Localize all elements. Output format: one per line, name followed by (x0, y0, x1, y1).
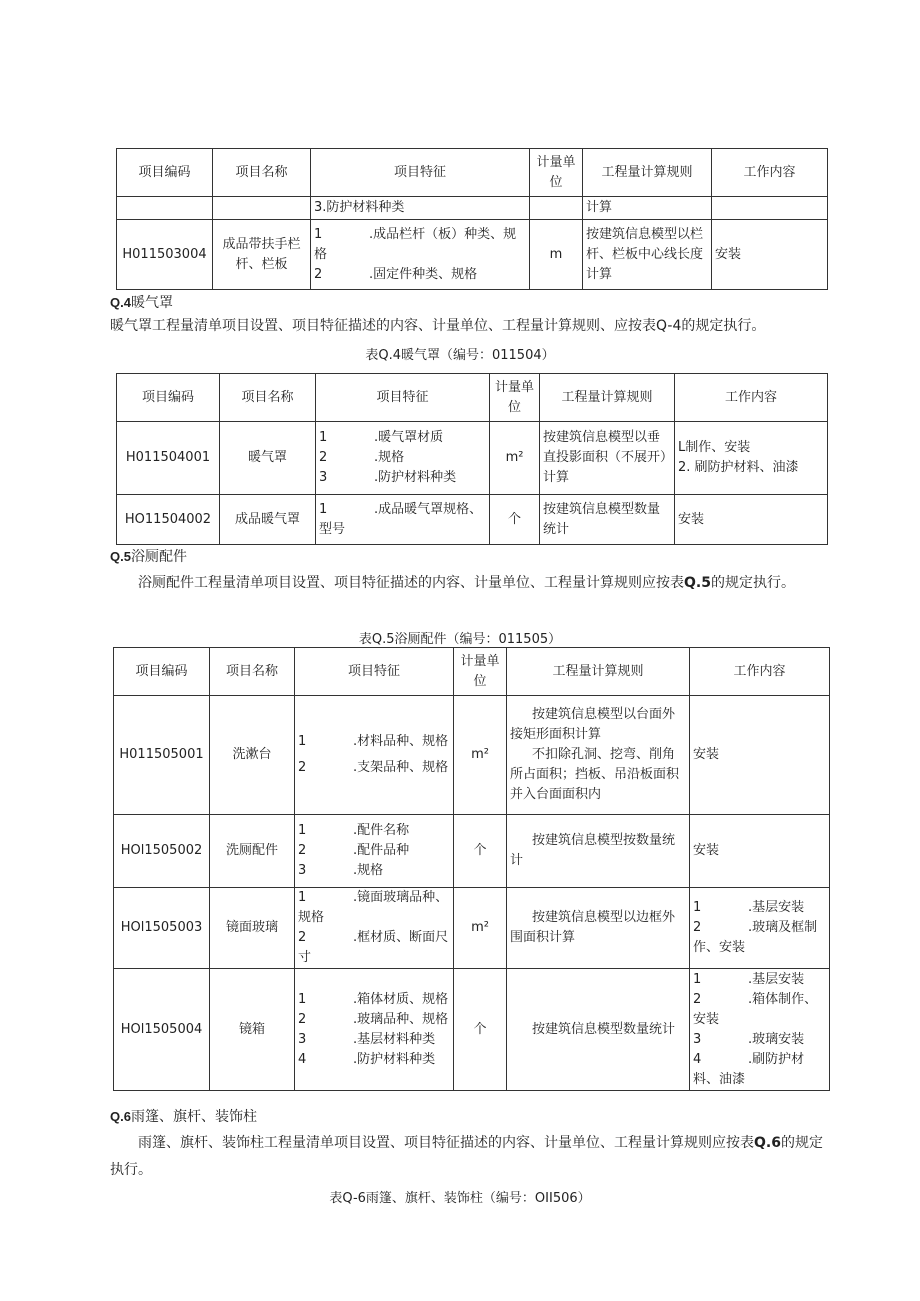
cell-code: H011505001 (114, 696, 210, 815)
table-row (117, 220, 828, 290)
table-header-row (114, 648, 830, 696)
cell-unit: m² (490, 422, 540, 495)
header-name: 项目名称 (210, 648, 295, 696)
cell-name: 洗厕配件 (210, 815, 295, 888)
header-unit: 计量单位 (490, 374, 540, 422)
cell-work (690, 969, 830, 1091)
cell-name (213, 197, 311, 220)
table-q4 (116, 373, 828, 545)
table-row (114, 969, 830, 1091)
header-name: 项目名称 (220, 374, 316, 422)
cell-work: 安装 (690, 815, 830, 888)
work-line: 3 .玻璃安装 (693, 1031, 805, 1047)
cell-feature (316, 422, 490, 495)
cell-work (675, 422, 828, 495)
section-q5-heading (110, 546, 187, 566)
feature-line: 1 .暖气罩材质 (319, 430, 444, 445)
work-line: 4 .刷防护材料、油漆 (693, 1051, 805, 1087)
feature-line: 1 .成品栏杆（板）种类、规格 (314, 226, 517, 262)
feature-line: 4 .防护材料种类 (298, 1051, 436, 1067)
header-name: 项目名称 (213, 149, 311, 197)
cell-name: 暖气罩 (220, 422, 316, 495)
cell-unit (530, 197, 583, 220)
section-q6-heading (110, 1106, 257, 1126)
table-row (117, 495, 828, 545)
table-header-row (117, 149, 828, 197)
feature-line: 2 .规格 (319, 450, 405, 465)
section-title: 暖气罩 (130, 295, 173, 311)
feature-line: 1 .镜面玻璃品种、规格 (298, 890, 449, 925)
header-work: 工作内容 (675, 374, 828, 422)
cell-work: 安装 (675, 495, 828, 545)
cell-rule: 按建筑信息模型以垂直投影面积（不展开）计算 (540, 422, 675, 495)
table-q6-caption: 表Q-6雨篷、旗杆、装饰柱（编号：OII506） (329, 1191, 591, 1206)
header-rule: 工程量计算规则 (540, 374, 675, 422)
cell-unit: 个 (454, 815, 507, 888)
cell-unit: m² (454, 888, 507, 969)
cell-code: H011503004 (117, 220, 213, 290)
header-rule: 工程量计算规则 (507, 648, 690, 696)
table-row (117, 422, 828, 495)
cell-rule: 按建筑信息模型数量统计 (507, 969, 690, 1091)
header-code: 项目编码 (114, 648, 210, 696)
cell-work (712, 197, 828, 220)
cell-feature (311, 220, 530, 290)
table-row (117, 197, 828, 220)
table-row (114, 888, 830, 969)
feature-line: 3 .基层材料种类 (298, 1031, 436, 1047)
header-feature: 项目特征 (295, 648, 454, 696)
table-row (114, 815, 830, 888)
cell-feature (295, 815, 454, 888)
table-q4-caption: 表Q.4暖气罩（编号：011504） (365, 348, 555, 363)
feature-line: 1 .配件名称 (298, 823, 410, 838)
table-header-row (117, 374, 828, 422)
cell-name: 镜面玻璃 (210, 888, 295, 969)
cell-name: 成品带扶手栏杆、栏板 (213, 220, 311, 290)
rule-line: 按建筑信息模型以台面外接矩形面积计算 (510, 707, 676, 742)
cell-rule: 按建筑信息模型按数量统计 (507, 815, 690, 888)
feature-line: 2 .支架品种、规格 (298, 760, 449, 775)
cell-feature (295, 969, 454, 1091)
work-line: 2 .箱体制作、安装 (693, 991, 818, 1027)
cell-code: H011504001 (117, 422, 220, 495)
header-rule: 工程量计算规则 (583, 149, 712, 197)
cell-code: HOl1505002 (114, 815, 210, 888)
section-q6-paragraph: 雨篷、旗杆、装饰柱工程量清单项目设置、项目特征描述的内容、计量单位、工程量计算规则应按表Q.6的规定执行。 (110, 1135, 823, 1178)
cell-work: 安装 (690, 696, 830, 815)
table-q5 (113, 647, 830, 1091)
cell-feature (316, 495, 490, 545)
header-unit: 计量单位 (454, 648, 507, 696)
header-code: 项目编码 (117, 374, 220, 422)
section-number: Q.5 (110, 549, 131, 564)
cell-feature (295, 888, 454, 969)
cell-unit: 个 (490, 495, 540, 545)
header-unit: 计量单位 (530, 149, 583, 197)
cell-rule: 计算 (583, 197, 712, 220)
feature-line: 2 .固定件种类、规格 (314, 266, 478, 282)
feature-line: 1 .成品暖气罩规格、型号 (319, 501, 483, 537)
header-feature: 项目特征 (316, 374, 490, 422)
header-work: 工作内容 (690, 648, 830, 696)
work-line: 2 .玻璃及框制作、安装 (693, 920, 818, 955)
section-number: Q.6 (110, 1109, 131, 1124)
header-work: 工作内容 (712, 149, 828, 197)
cell-name: 镜箱 (210, 969, 295, 1091)
cell-unit: m² (454, 696, 507, 815)
cell-rule (507, 696, 690, 815)
cell-rule: 按建筑信息模型数量统计 (540, 495, 675, 545)
work-line: L制作、安装 (678, 440, 751, 455)
section-number: Q.4 (110, 295, 131, 310)
table-q3-continued (116, 148, 828, 290)
section-title: 雨篷、旗杆、装饰柱 (130, 1109, 257, 1125)
cell-work (690, 888, 830, 969)
feature-line: 3 .规格 (298, 863, 384, 878)
cell-name: 洗漱台 (210, 696, 295, 815)
cell-rule: 按建筑信息模型以边框外围面积计算 (507, 888, 690, 969)
header-feature: 项目特征 (311, 149, 530, 197)
table-q5-caption: 表Q.5浴厕配件（编号：011505） (358, 632, 562, 647)
cell-rule: 按建筑信息模型以栏杆、栏板中心线长度计算 (583, 220, 712, 290)
feature-line: 2 .玻璃品种、规格 (298, 1011, 449, 1027)
work-line: 1 .基层安装 (693, 971, 805, 987)
cell-unit: 个 (454, 969, 507, 1091)
cell-code: HOl1505003 (114, 888, 210, 969)
cell-feature: 3.防护材料种类 (311, 197, 530, 220)
feature-line: 3 .防护材料种类 (319, 470, 457, 485)
section-title: 浴厕配件 (130, 549, 187, 565)
section-q4-paragraph: 暖气罩工程量清单项目设置、项目特征描述的内容、计量单位、工程量计算规则、应按表Q-4的规定执行。 (110, 318, 766, 334)
section-q4-heading (110, 292, 173, 312)
header-code: 项目编码 (117, 149, 213, 197)
feature-line: 2 .框材质、断面尺寸 (298, 930, 449, 965)
cell-code: HOl1505004 (114, 969, 210, 1091)
cell-code (117, 197, 213, 220)
cell-work: 安装 (712, 220, 828, 290)
rule-line: 不扣除孔洞、挖弯、削角所占面积；挡板、吊沿板面积并入台面面积内 (510, 747, 680, 802)
table-row (114, 696, 830, 815)
section-q5-paragraph: 浴厕配件工程量清单项目设置、项目特征描述的内容、计量单位、工程量计算规则应按表Q.5的规定执行。 (138, 575, 795, 591)
work-line: 2. 刷防护材料、油漆 (678, 460, 799, 475)
cell-code: HO11504002 (117, 495, 220, 545)
cell-unit: m (530, 220, 583, 290)
feature-line: 1 .材料品种、规格 (298, 734, 449, 749)
feature-line: 2 .配件品种 (298, 843, 410, 858)
cell-feature (295, 696, 454, 815)
feature-line: 1 .箱体材质、规格 (298, 991, 449, 1007)
work-line: 1 .基层安装 (693, 900, 805, 915)
cell-name: 成品暖气罩 (220, 495, 316, 545)
